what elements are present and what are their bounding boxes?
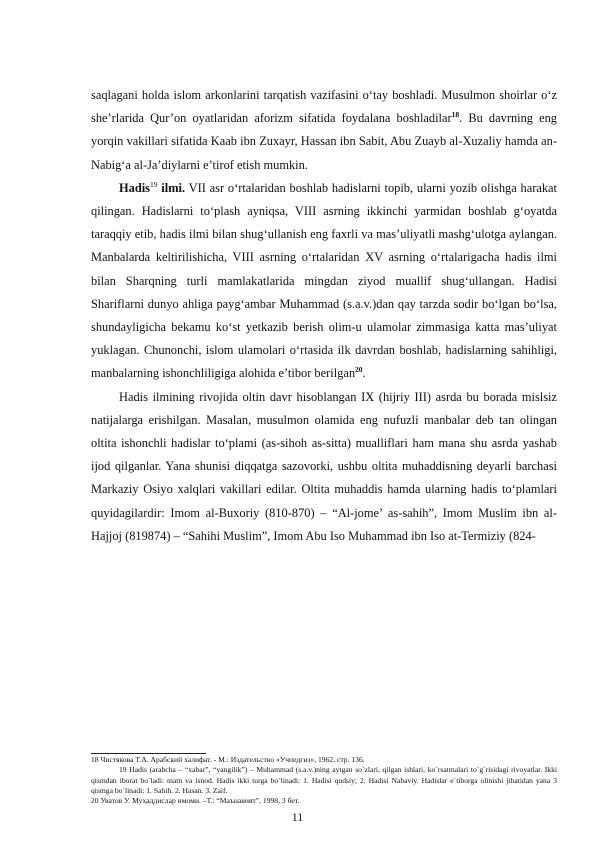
main-text: [91, 84, 557, 548]
paragraph-1-text-b: . Bu davrning eng yorqin vakillari sifatida Kaab ibn Zuxayr, Hassan ibn Sabit, Abu Zuayb al-Xuzaliy hamda an-Nabig‘a al-Ja’diylarni e’tirof etish mumkin.: [91, 111, 557, 172]
footnote-separator: [91, 753, 206, 754]
footnote-ref-20: 20: [355, 365, 363, 375]
footnotes: [91, 755, 557, 806]
paragraph-1-text-a: saqlagani holda islom arkonlarini tarqatish vazifasini o‘tay boshladi. Musulmon shoirlar o‘z she’rlarida Qur’on oyatlaridan aforizm sifatida foydalana boshladilar: [91, 88, 557, 126]
section-heading-ilmi: ilmi.: [157, 180, 186, 195]
footnote-19: 19 Hadis (arabcha – “xabar”, “yangilik”) – Muhammad (s.a.v.)ning aytgan so`zlari, qilgan ishlari, ko`rsatmalari to`g`risidagi rivoyatlar. Ikki qismdan iborat bo`ladi: matn va isnod. Hadis ikki turga bo`linadi: 1. Hadisi qudsiy; 2. Hadisi Nabaviy. Hadislar e`tiborga olinishi jihatidan yana 3 qismga bo`linadi: 1. Sahih. 2. Hasan. 3. Zaif.: [91, 765, 557, 795]
footnote-20: 20 Уватов У. Муҳаддислар имоми. –Т.: “Маънавият”, 1998, 3 бет.: [91, 796, 300, 806]
footnote-18: 18 Чистякова Т.А. Арабский халифат. - М.: Издательство «Учпедгиз», 1962, стр. 136.: [91, 755, 365, 764]
page-number: 11: [291, 810, 304, 824]
paragraph-2-text-b: .: [362, 366, 366, 381]
paragraph-3: Hadis ilmining rivojida oltin davr hisoblangan IX (hijriy III) asrda bu borada mislsiz natijalarga erishilgan. Masalan, musulmon olamida eng nufuzli manbalar deb tan olingan oltita ishonchli hadislar to‘plami (as-sihoh as-sitta) mualliflari ham mana shu asrda yashab ijod qilganlar. Yana shunisi diqqatga sazovorki, ushbu oltita muhaddisning deyarli barchasi Markaziy Osiyo xalqlari vakillari edilar. Oltita muhaddis hamda ularning hadis to‘plamlari quyidagilardir: Imom al-Buxoriy (810-870) – “Al-jome’ as-sahih”, Imom Muslim ibn al-Hajjoj (819874) – “Sahihi Muslim”, Imom Abu Iso Muhammad ibn Iso at-Termiziy (824-: [91, 389, 557, 543]
paragraph-2-text-a: VII asr o‘rtalaridan boshlab hadislarni topib, ularni yozib olishga harakat qilingan. Hadislarni to‘plash ayniqsa, VIII asrning ikkinchi yarmidan boshlab g‘oyatda taraqqiy etib, hadis ilmi bilan shug‘ullanish eng faxrli va mas’uliyatli mashg‘ulotga aylangan. Manbalarda keltirilishicha, VIII asrning o‘rtalaridan XV asrning o‘rtalarigacha hadis ilmi bilan Sharqning turli mamlakatlarida mingdan ziyod muallif shug‘ullangan. Hadisi Shariflarni dunyo ahliga payg‘ambar Muhammad (s.a.v.)dan qay tarzda sodir bo‘lgan bo‘lsa, shundayligicha bekamu ko‘st yetkazib berish olim-u ulamolar zimmasiga katta mas’uliyat yuklagan. Chunonchi, islom ulamolari o‘rtasida ilk davrdan boshlab, hadislarning sahihligi, manbalarning ishonchliligiga alohida e’tibor berilgan: [91, 180, 557, 381]
footnote-ref-18: 18: [451, 110, 460, 120]
paragraph-2: [91, 177, 557, 386]
section-heading-hadis: Hadis: [119, 180, 150, 195]
footnote-ref-19: 19: [150, 179, 158, 189]
paragraph-1: [91, 84, 557, 177]
